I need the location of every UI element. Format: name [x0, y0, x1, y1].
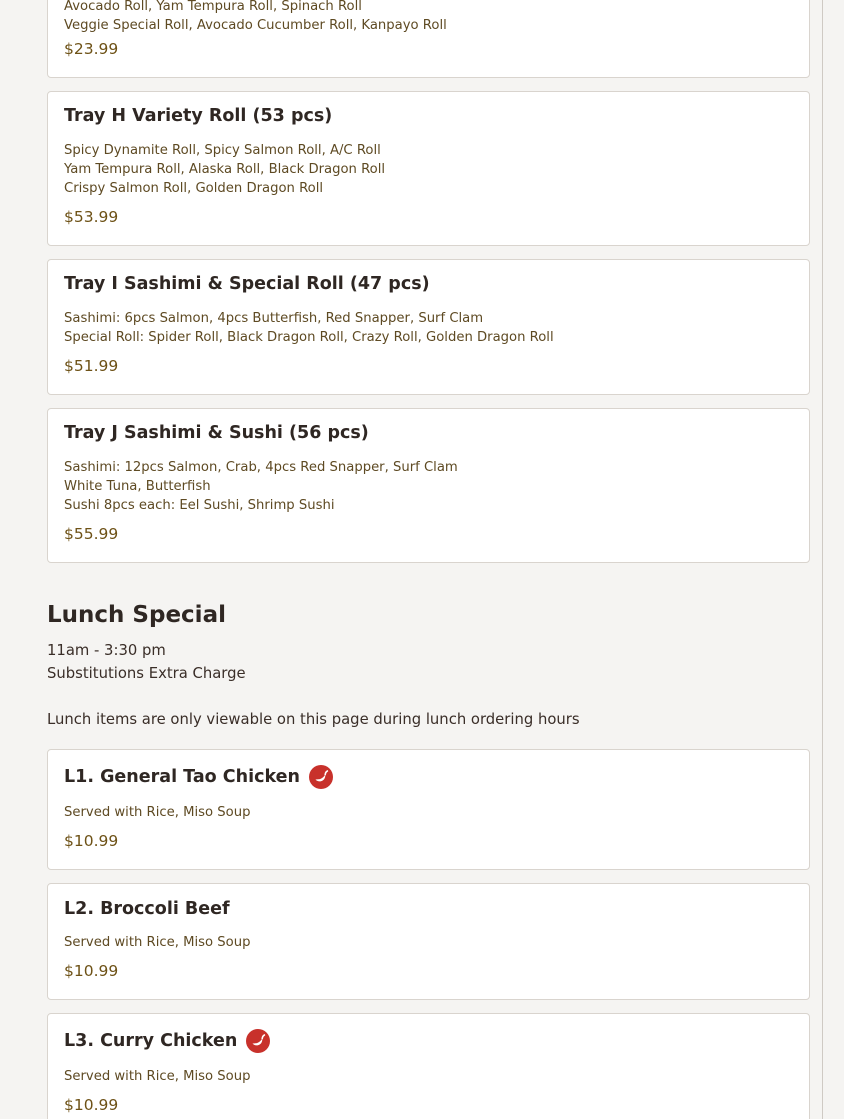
item-price: $51.99: [64, 357, 119, 375]
item-description: Served with Rice, Miso Soup: [64, 805, 251, 820]
description-line: Sashimi: 6pcs Salmon, 4pcs Butterfish, Red Snapper, Surf Clam: [64, 311, 484, 326]
item-price: $55.99: [64, 525, 119, 543]
chili-pepper-icon: [246, 1029, 270, 1053]
section-title: Lunch Special: [47, 602, 226, 628]
item-title-row: [64, 1029, 270, 1053]
description-line: Avocado Roll, Yam Tempura Roll, Spinach Roll: [64, 0, 362, 14]
item-price: $23.99: [64, 40, 119, 58]
item-title: L2. Broccoli Beef: [64, 899, 230, 919]
item-description: [64, 309, 554, 347]
item-title-row: [64, 765, 333, 789]
chili-pepper-icon: [309, 765, 333, 789]
content-divider: [822, 0, 823, 1119]
item-price: $10.99: [64, 832, 119, 850]
description-line: Crispy Salmon Roll, Golden Dragon Roll: [64, 181, 324, 196]
item-title-row: [64, 106, 332, 126]
menu-item-card-tray-h[interactable]: [47, 91, 810, 246]
description-line: Spicy Dynamite Roll, Spicy Salmon Roll, A/C Roll: [64, 143, 381, 158]
description-line: Sushi 8pcs each: Eel Sushi, Shrimp Sushi: [64, 498, 335, 513]
item-description: [64, 141, 385, 198]
item-title: Tray I Sashimi & Special Roll (47 pcs): [64, 274, 430, 294]
menu-item-card-tray-g[interactable]: [47, 0, 810, 78]
item-title-row: [64, 423, 369, 443]
description-line: Yam Tempura Roll, Alaska Roll, Black Dragon Roll: [64, 162, 386, 177]
item-price: $10.99: [64, 1096, 119, 1114]
item-description: [64, 0, 447, 35]
item-title: L1. General Tao Chicken: [64, 767, 300, 787]
item-title: L3. Curry Chicken: [64, 1031, 238, 1051]
item-description: Served with Rice, Miso Soup: [64, 1069, 251, 1084]
item-title: Tray J Sashimi & Sushi (56 pcs): [64, 423, 369, 443]
section-hours: 11am - 3:30 pm: [47, 642, 166, 659]
item-price: $10.99: [64, 962, 119, 980]
section-availability-note: Lunch items are only viewable on this page during lunch ordering hours: [47, 711, 580, 728]
menu-item-card-l2[interactable]: [47, 883, 810, 1000]
menu-item-card-tray-i[interactable]: [47, 259, 810, 395]
item-title-row: [64, 899, 230, 919]
section-note: Substitutions Extra Charge: [47, 665, 246, 682]
menu-item-card-tray-j[interactable]: [47, 408, 810, 563]
description-line: Sashimi: 12pcs Salmon, Crab, 4pcs Red Snapper, Surf Clam: [64, 460, 458, 475]
menu-item-card-l3[interactable]: [47, 1013, 810, 1119]
item-title: Tray H Variety Roll (53 pcs): [64, 106, 333, 126]
item-title-row: [64, 274, 430, 294]
menu-item-card-l1[interactable]: [47, 749, 810, 870]
description-line: Veggie Special Roll, Avocado Cucumber Roll, Kanpayo Roll: [64, 18, 447, 33]
description-line: White Tuna, Butterfish: [64, 479, 211, 494]
item-description: [64, 458, 458, 515]
item-description: Served with Rice, Miso Soup: [64, 935, 251, 950]
item-price: $53.99: [64, 208, 119, 226]
description-line: Special Roll: Spider Roll, Black Dragon Roll, Crazy Roll, Golden Dragon Roll: [64, 330, 554, 345]
